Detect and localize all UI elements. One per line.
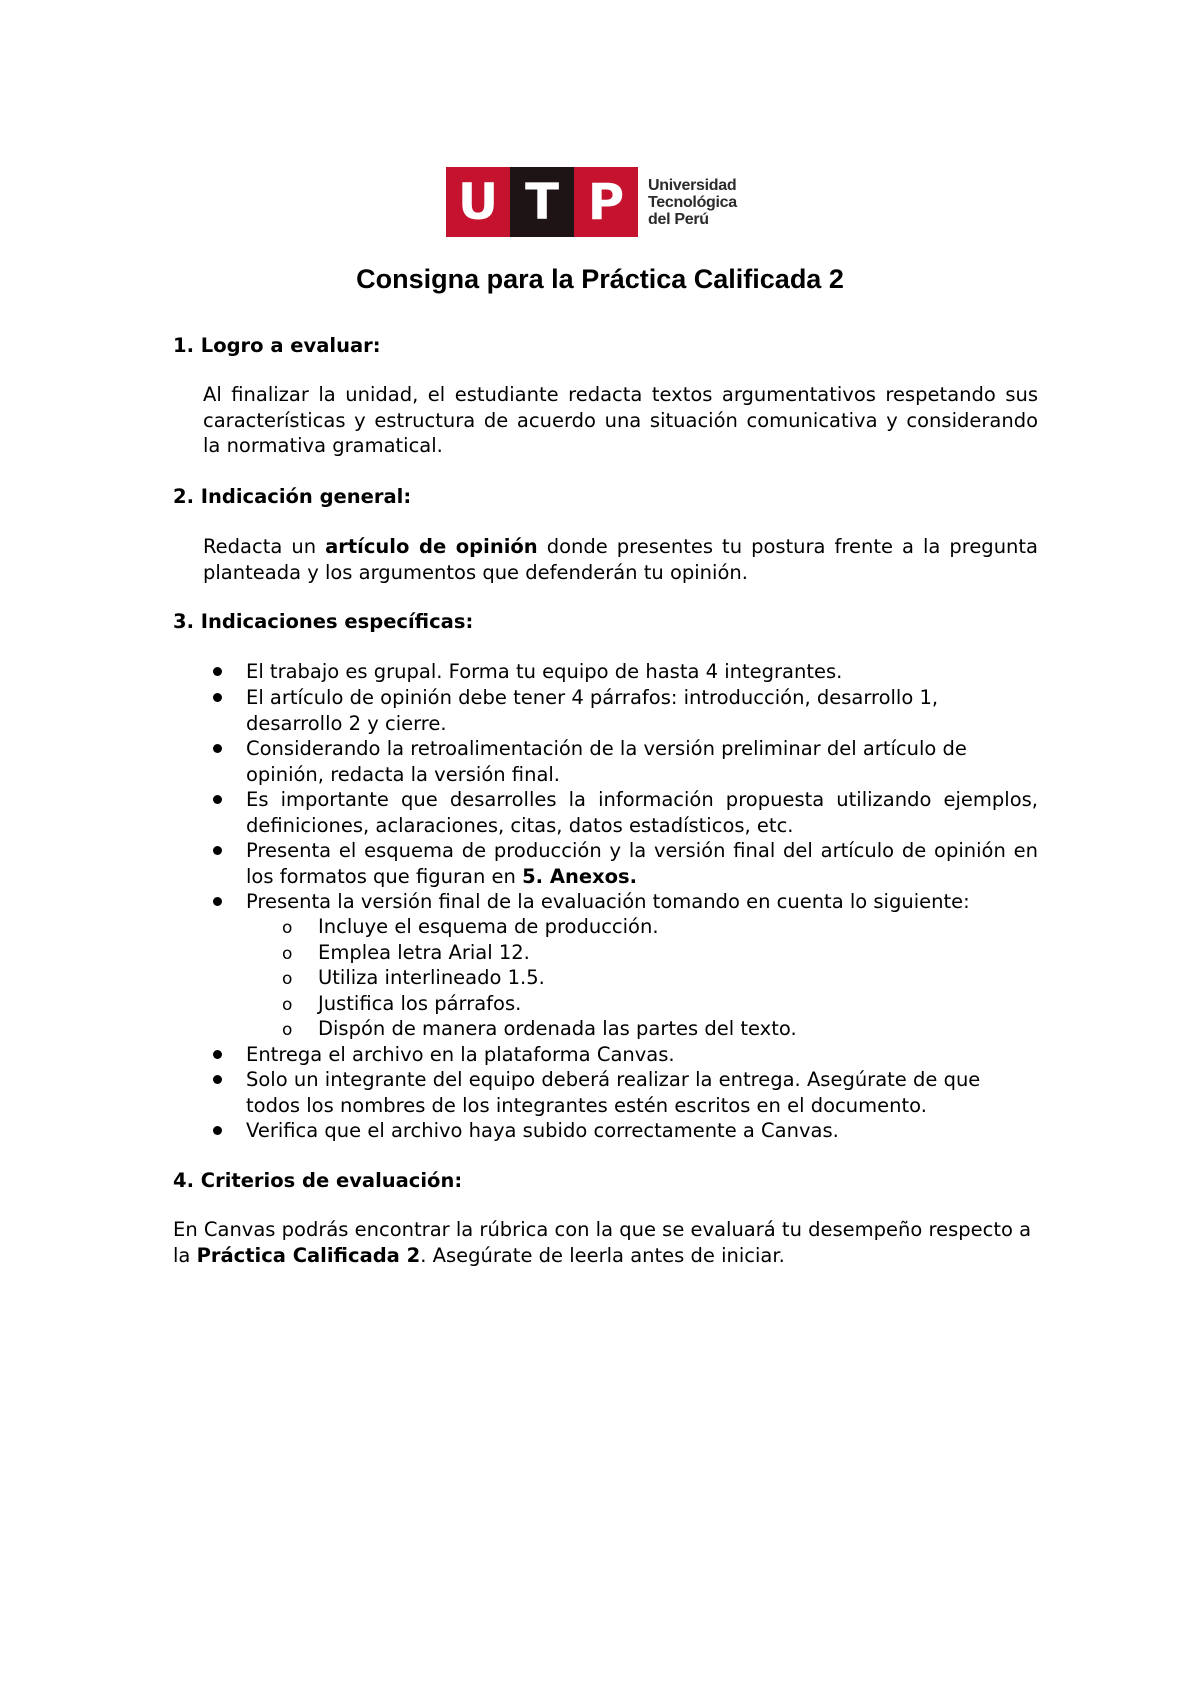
- bullet-dot: [213, 897, 222, 906]
- section-4-body: [173, 1217, 1038, 1268]
- sub-item-3: Utiliza interlineado 1.5.: [318, 966, 545, 989]
- section-2-body: [203, 534, 1038, 585]
- bullet-item-3: Considerando la retroalimentación de la versión preliminar del artículo de opinión, redacta la versión final.: [246, 737, 967, 786]
- bullet-dot: [213, 667, 222, 676]
- logo-letter-t: T: [510, 167, 574, 237]
- bullet-item-6: Presenta la versión final de la evaluación tomando en cuenta lo siguiente:: [246, 890, 970, 913]
- bullet-dot: [213, 846, 222, 855]
- section-1-body: Al finalizar la unidad, el estudiante redacta textos argumentativos respetando sus características y estructura de acuerdo una situación comunicativa y considerando la normativa gramatical.: [203, 383, 1038, 457]
- bullet-dot: [213, 1050, 222, 1059]
- bullet-dot: [213, 795, 222, 804]
- sub-marker: o: [282, 918, 293, 938]
- utp-logo: [446, 167, 737, 237]
- bullet-item-7: Entrega el archivo en la plataforma Canvas.: [246, 1043, 675, 1066]
- logo-wordmark: [648, 177, 737, 228]
- document-title: Consigna para la Práctica Calificada 2: [356, 264, 844, 294]
- bullet-item-9: Verifica que el archivo haya subido correctamente a Canvas.: [246, 1119, 839, 1142]
- section-2-body-post: donde presentes tu postura frente a la pregunta planteada y los argumentos que defenderán tu opinión.: [203, 535, 1039, 584]
- section-1-heading: 1. Logro a evaluar:: [173, 334, 381, 357]
- section-2-heading: 2. Indicación general:: [173, 485, 412, 508]
- anexos-reference: 5. Anexos.: [522, 864, 638, 888]
- logo-letter-u: U: [446, 167, 510, 237]
- sub-marker: o: [282, 995, 293, 1015]
- sub-marker: o: [282, 944, 293, 964]
- bullet-item-4: Es importante que desarrolles la información propuesta utilizando ejemplos, definiciones, aclaraciones, citas, datos estadísticos, etc.: [246, 788, 1038, 837]
- logo-line-3: del Perú: [648, 210, 709, 228]
- section-2-body-pre: Redacta un: [203, 535, 326, 558]
- section-4-body-bold: Práctica Calificada 2: [196, 1243, 421, 1267]
- logo-line-1: Universidad: [648, 176, 737, 194]
- sub-item-4: Justifica los párrafos.: [318, 992, 522, 1015]
- bullet-dot: [213, 1075, 222, 1084]
- bullet-item-2: El artículo de opinión debe tener 4 párrafos: introducción, desarrollo 1, desarrollo 2 y cierre.: [246, 686, 939, 735]
- logo-letter-blocks: [446, 167, 638, 237]
- section-3-heading: 3. Indicaciones específicas:: [173, 610, 474, 633]
- sub-item-5: Dispón de manera ordenada las partes del texto.: [318, 1017, 797, 1040]
- sub-marker: o: [282, 1020, 293, 1040]
- sub-item-2: Emplea letra Arial 12.: [318, 941, 530, 964]
- bullet-dot: [213, 1126, 222, 1135]
- bullet-item-1: El trabajo es grupal. Forma tu equipo de hasta 4 integrantes.: [246, 660, 843, 683]
- section-2-body-bold: artículo de opinión: [325, 535, 538, 558]
- bullet-item-5: [246, 838, 1038, 889]
- section-4-body-post: . Asegúrate de leerla antes de iniciar.: [420, 1243, 785, 1267]
- sub-marker: o: [282, 969, 293, 989]
- bullet-dot: [213, 744, 222, 753]
- logo-line-2: Tecnológica: [648, 193, 737, 211]
- sub-item-1: Incluye el esquema de producción.: [318, 915, 659, 938]
- section-4-heading: 4. Criterios de evaluación:: [173, 1169, 463, 1192]
- bullet-item-5-pre: Presenta el esquema de producción y la versión final del artículo de opinión en los formatos que figuran en: [246, 839, 1038, 888]
- section-4-body-pre: En Canvas podrás encontrar la rúbrica con la que se evaluará tu desempeño respecto a la: [173, 1218, 1032, 1267]
- logo-letter-p: P: [574, 167, 638, 237]
- bullet-dot: [213, 693, 222, 702]
- bullet-item-8: Solo un integrante del equipo deberá realizar la entrega. Asegúrate de que todos los nombres de los integrantes estén escritos en el documento.: [246, 1068, 981, 1117]
